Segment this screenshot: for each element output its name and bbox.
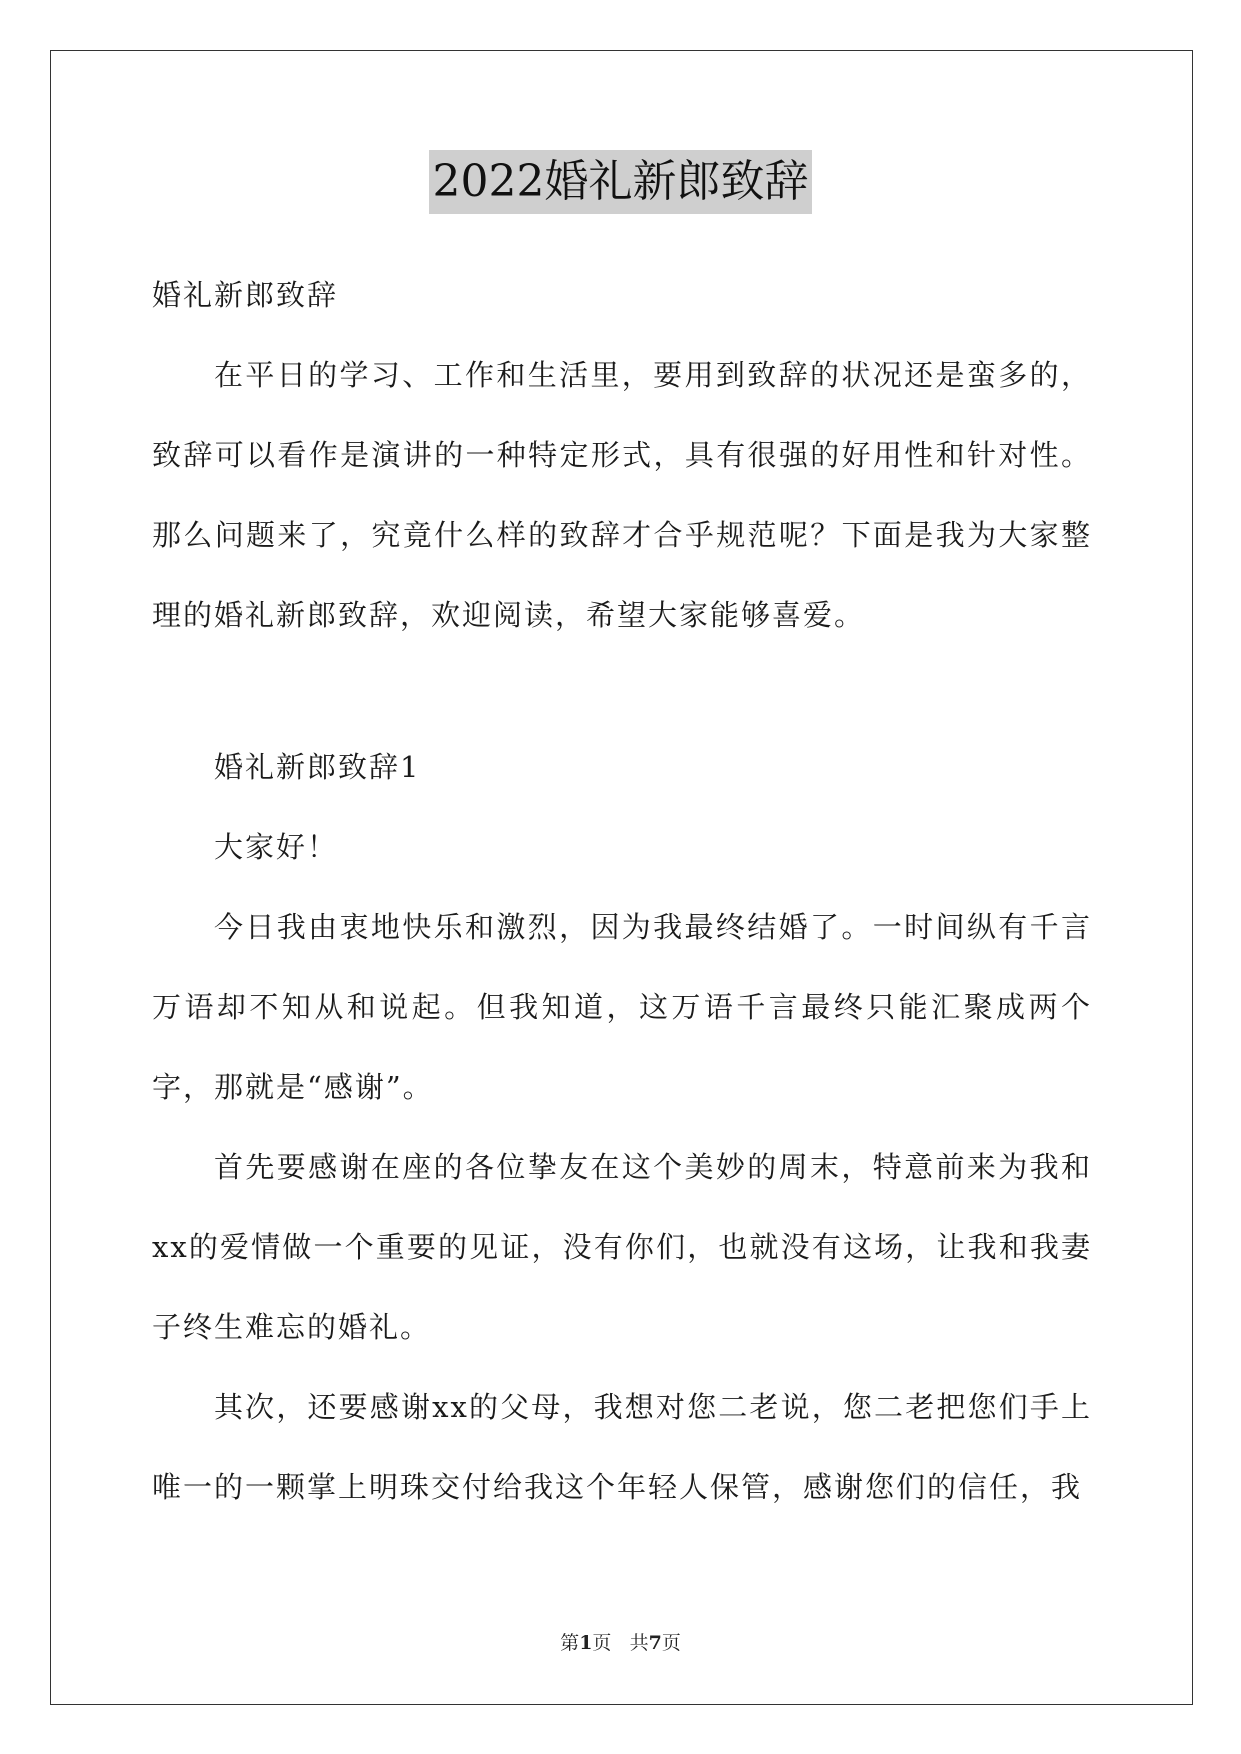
- page-footer: [0, 1628, 1241, 1655]
- footer-total-suffix: 页: [661, 1632, 681, 1654]
- body-paragraph: 其次，还要感谢xx的父母，我想对您二老说，您二老把您们手上唯一的一颗掌上明珠交付给我这个年轻人保管，感谢您们的信任，我: [152, 1390, 1092, 1504]
- body-paragraph: 今日我由衷地快乐和激烈，因为我最终结婚了。一时间纵有千言万语却不知从和说起。但我知道，这万语千言最终只能汇聚成两个字，那就是“感谢”。: [152, 910, 1092, 1104]
- body-paragraph: 首先要感谢在座的各位挚友在这个美妙的周末，特意前来为我和xx的爱情做一个重要的见证，没有你们，也就没有这场，让我和我妻子终生难忘的婚礼。: [152, 1150, 1092, 1344]
- intro-paragraph: 在平日的学习、工作和生活里，要用到致辞的状况还是蛮多的，致辞可以看作是演讲的一种特定形式，具有很强的好用性和针对性。那么问题来了，究竟什么样的致辞才合乎规范呢？下面是我为大家整理的婚礼新郎致辞，欢迎阅读，希望大家能够喜爱。: [152, 358, 1092, 632]
- footer-total-pages: 7: [648, 1632, 662, 1654]
- footer-page-number: 1: [579, 1632, 593, 1654]
- greeting-paragraph: 大家好！: [214, 830, 339, 864]
- footer-total-prefix: 共: [629, 1632, 649, 1654]
- document-body: [152, 255, 1092, 1527]
- title-container: [0, 150, 1241, 214]
- section-heading: 婚礼新郎致辞1: [214, 750, 421, 784]
- footer-prefix: 第: [560, 1632, 580, 1654]
- document-title: 2022婚礼新郎致辞: [429, 150, 813, 214]
- document-subtitle: 婚礼新郎致辞: [152, 278, 339, 312]
- footer-page-suffix: 页: [592, 1632, 612, 1654]
